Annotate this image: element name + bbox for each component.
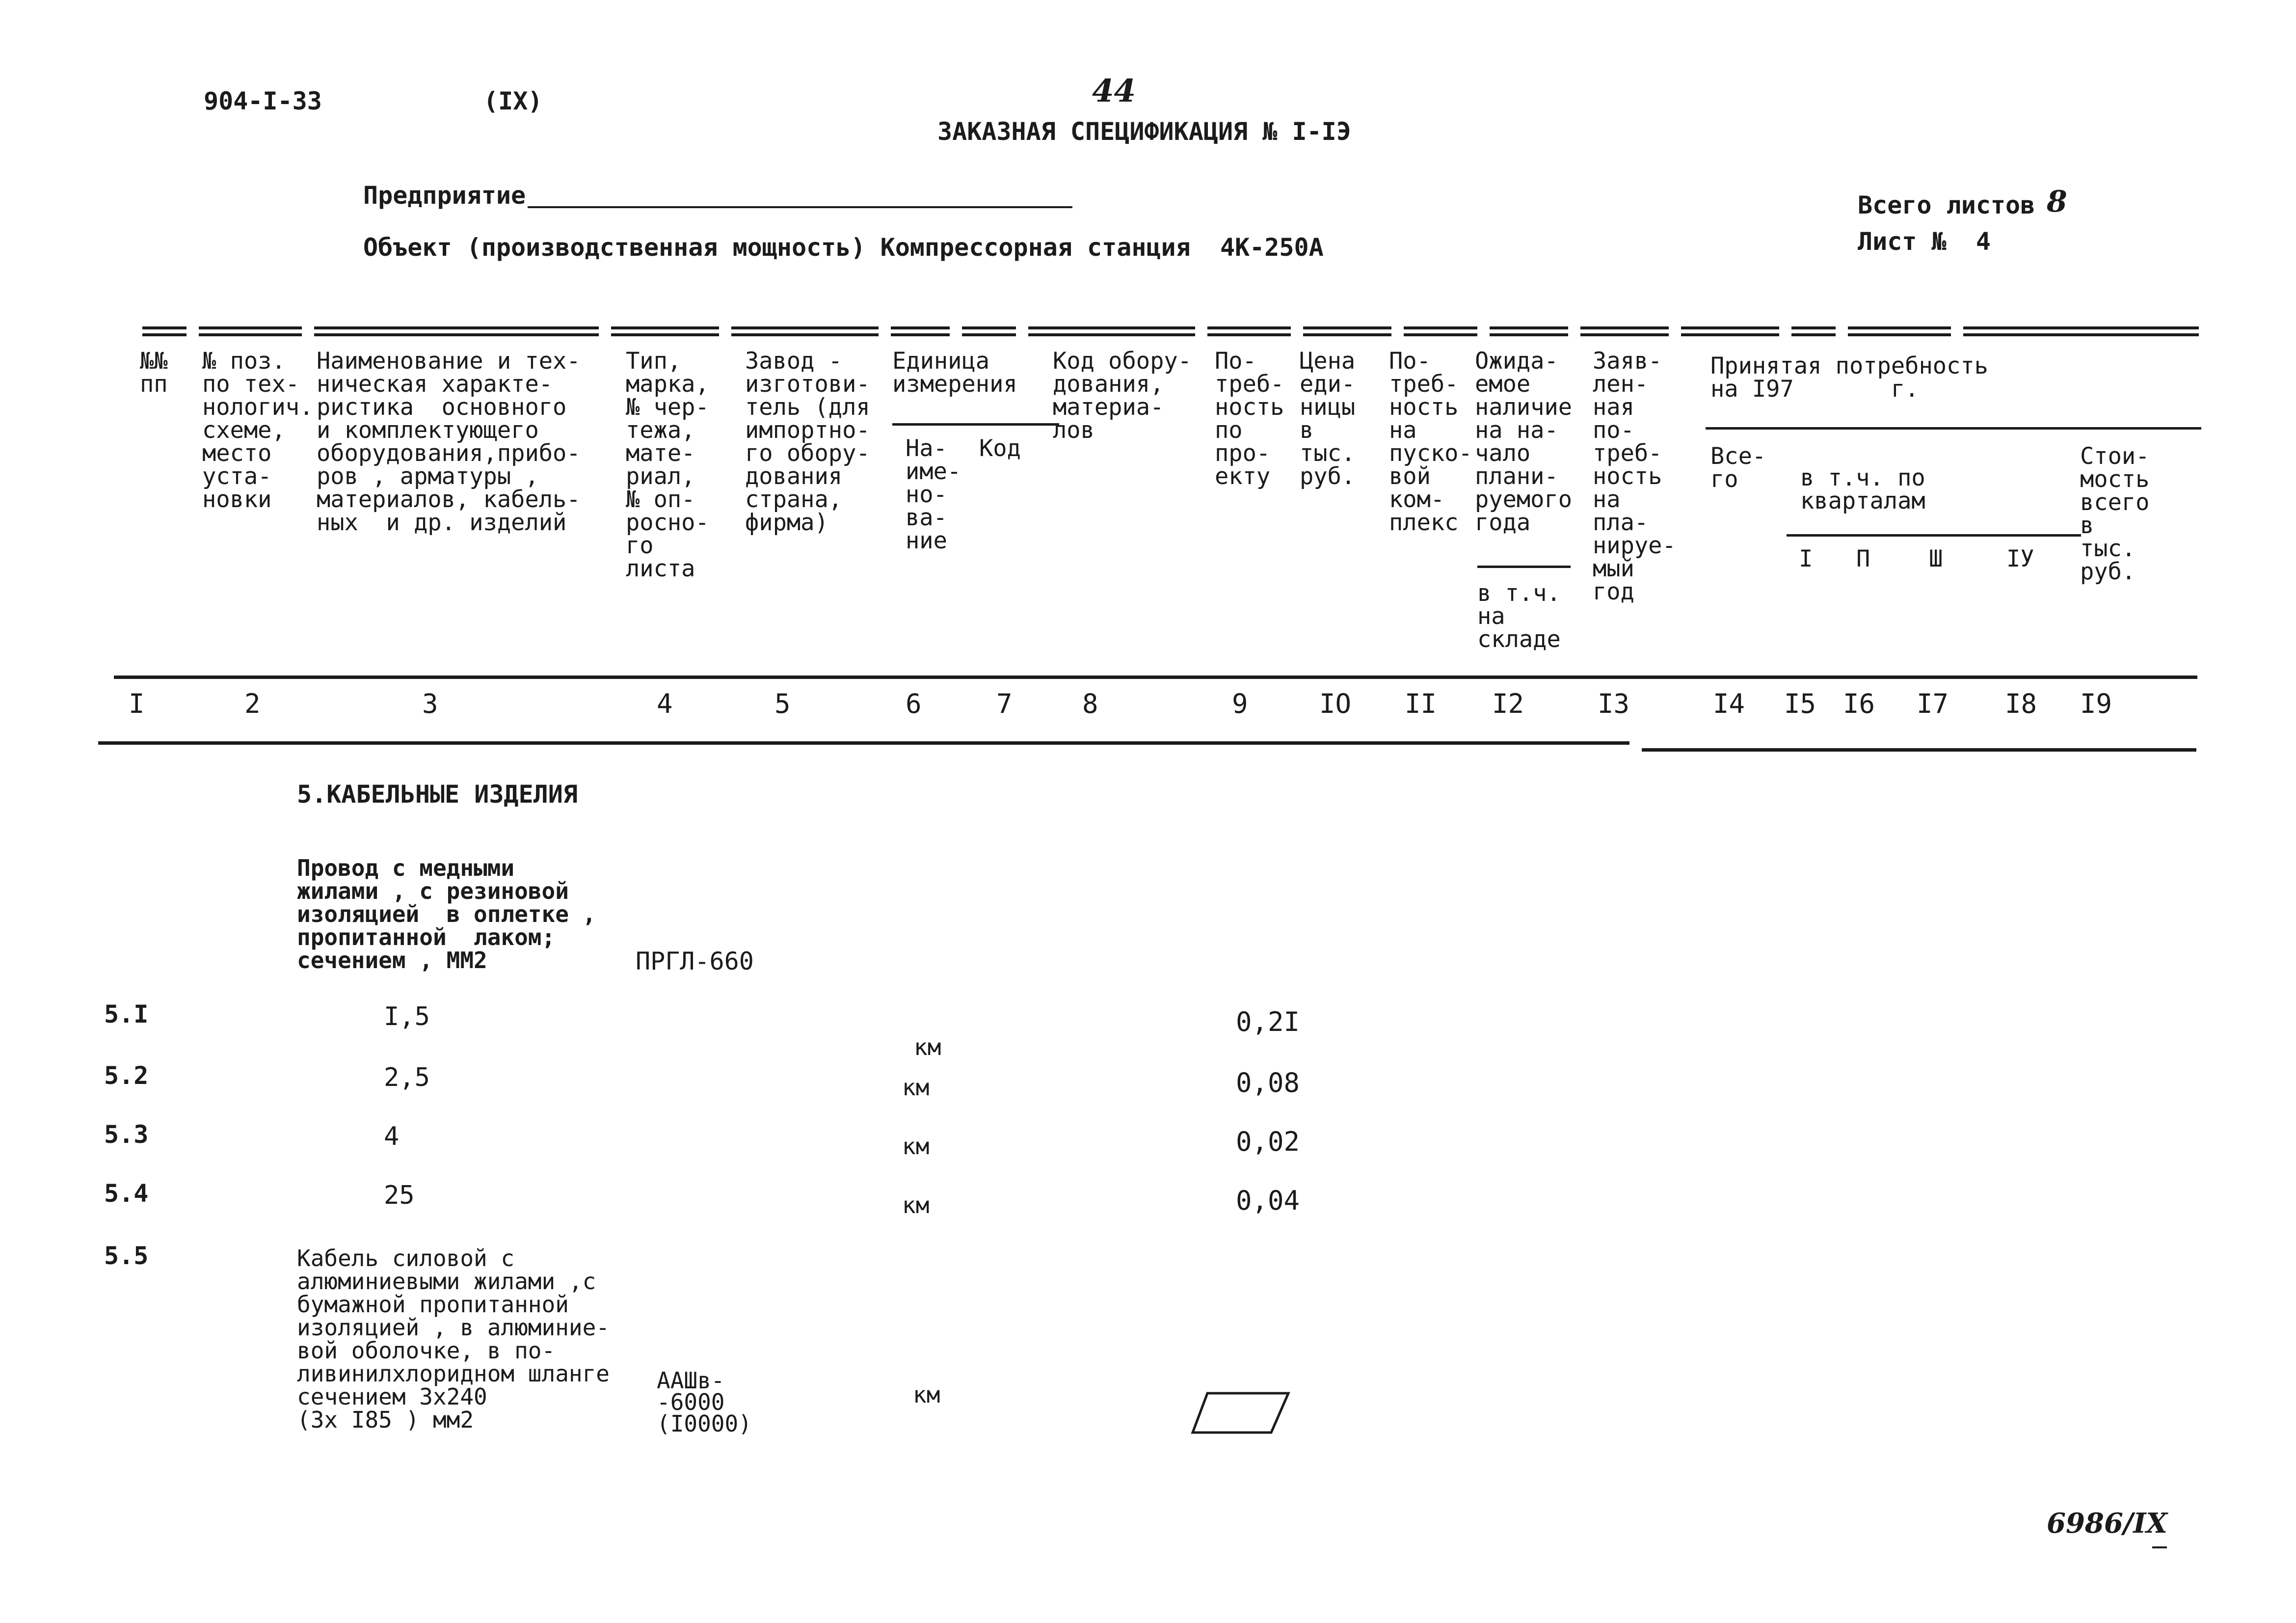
sheet-label: Лист № 4 — [1858, 227, 1991, 256]
unit-header-divider — [892, 423, 1059, 426]
stamp-underline — [2152, 1546, 2167, 1548]
header-col-4: Тип, марка, № чер- тежа, мате- риал, № оп- росно- го листа — [626, 348, 709, 582]
header-quarter-4: IУ — [2006, 545, 2034, 572]
header-col-6-7: Единица измерения — [892, 348, 1017, 398]
page-number: 44 — [1092, 73, 1136, 109]
accepted-need-divider — [1706, 427, 2201, 430]
row-name: 25 — [384, 1181, 415, 1210]
object-line: Объект (производственная мощность) Компрессорная станция 4К-250А — [363, 233, 1324, 262]
col-number: I9 — [2080, 688, 2112, 719]
row5-unit: км — [913, 1381, 940, 1408]
row-quantity: 0,08 — [1236, 1067, 1300, 1098]
header-col-12-stock: в т.ч. на складе — [1477, 580, 1561, 653]
col-number: I7 — [1917, 688, 1949, 719]
column-numbers-rule-right — [1642, 748, 2196, 752]
col-number: I8 — [2005, 688, 2037, 719]
section-title: 5.КАБЕЛЬНЫЕ ИЗДЕЛИЯ — [297, 780, 578, 809]
header-col-6: На- име- но- ва- ние — [906, 435, 961, 554]
row-name: I,5 — [384, 1002, 430, 1031]
col-number: 7 — [996, 688, 1013, 719]
col-number: I2 — [1492, 688, 1524, 719]
col-number: I4 — [1713, 688, 1745, 719]
header-col-1: №№ пп — [140, 348, 168, 398]
column-numbers-rule-left — [98, 741, 1629, 745]
row-unit: км — [914, 1034, 941, 1060]
col-12-divider — [1477, 566, 1571, 568]
row-unit: км — [902, 1074, 930, 1101]
col-number: 4 — [657, 688, 673, 719]
header-quarter-2: П — [1856, 545, 1870, 572]
header-bottom-rule — [114, 676, 2197, 679]
col-number: 9 — [1232, 688, 1248, 719]
section-number: (IX) — [483, 87, 543, 115]
document-code: 904-I-33 — [204, 87, 322, 115]
col-number: 3 — [422, 688, 438, 719]
col-number: I3 — [1598, 688, 1630, 719]
col-number: I5 — [1784, 688, 1816, 719]
archive-stamp: 6986/IX — [2047, 1507, 2167, 1540]
document-title: ЗАКАЗНАЯ СПЕЦИФИКАЦИЯ № I-IЭ — [937, 117, 1351, 146]
col-number: IO — [1319, 688, 1352, 719]
header-quarter-1: I — [1799, 545, 1813, 572]
row-position: 5.5 — [104, 1242, 149, 1270]
header-col-11: По- треб- ность на пуско- вой ком- плекс — [1389, 348, 1472, 536]
header-col-5: Завод - изготови- тель (для импортно- го обору- дования страна, фирма) — [745, 348, 870, 536]
col-number: 5 — [774, 688, 791, 719]
header-col-7: Код — [979, 435, 1021, 462]
row-position: 5.4 — [104, 1179, 149, 1208]
col-number: 2 — [244, 688, 261, 719]
total-sheets-value: 8 — [2047, 185, 2067, 219]
row-position: 5.3 — [104, 1120, 149, 1149]
header-top-rules — [137, 324, 2209, 344]
header-quarter-3: Ш — [1929, 545, 1943, 572]
col-number: 8 — [1082, 688, 1098, 719]
header-col-2: № поз. по тех- нологич. схеме, место уста- новки — [202, 348, 314, 513]
col-number: I — [129, 688, 145, 719]
enterprise-label: Предприятие — [363, 181, 526, 210]
row-quantity: 0,04 — [1236, 1185, 1300, 1216]
row-unit: км — [902, 1192, 930, 1218]
header-col-14: Все- го — [1710, 443, 1766, 493]
row5-type: ААШв- -6000 (I0000) — [657, 1367, 752, 1437]
row-quantity: 0,02 — [1236, 1126, 1300, 1157]
row-position: 5.2 — [104, 1061, 149, 1090]
header-col-13: Заяв- лен- ная по- треб- ность на пла- нируе- мый год — [1593, 348, 1676, 605]
row-name: 4 — [384, 1122, 400, 1151]
row-name: 2,5 — [384, 1063, 430, 1092]
header-col-12: Ожида- емое наличие на на- чало плани- руемого года — [1475, 348, 1573, 536]
row-quantity: 0,2I — [1236, 1006, 1300, 1037]
col-number: I6 — [1843, 688, 1875, 719]
group1-type: ПРГЛ-660 — [636, 947, 754, 975]
row-position: 5.I — [104, 1000, 149, 1028]
quarters-divider — [1787, 534, 2081, 537]
empty-quantity-mark — [1188, 1388, 1296, 1437]
col-number: II — [1405, 688, 1437, 719]
total-sheets-label: Всего листов — [1858, 191, 2035, 219]
header-col-3: Наименование и тех- ническая характе- ристика основного и комплектующего оборудования,прибо- ров , арматуры , материалов, кабель- ных и др. изделий — [317, 348, 581, 536]
header-col-14-19: Принятая потребность на I97 г. — [1710, 352, 1988, 403]
col-number: 6 — [906, 688, 922, 719]
header-col-9: По- треб- ность по про- екту — [1215, 348, 1284, 490]
header-col-10: Цена еди- ницы в тыс. руб. — [1300, 348, 1356, 490]
header-col-19: Стои- мость всего в тыс. руб. — [2080, 443, 2150, 585]
header-col-8: Код обору- дования, материа- лов — [1053, 348, 1192, 444]
row5-description: Кабель силовой с алюминиевыми жилами ,с бумажной пропитанной изоляцией , в алюминие- вой оболочке, в по- ливинилхлоридном шланге сечением 3х240 (3х I85 ) мм2 — [297, 1245, 610, 1433]
group1-description: Провод с медными жилами , с резиновой изоляцией в оплетке , пропитанной лаком; сечением , ММ2 — [297, 855, 596, 974]
enterprise-underline — [528, 206, 1072, 208]
header-col-15-18: в т.ч. по кварталам — [1800, 464, 1925, 514]
row-unit: км — [902, 1133, 930, 1160]
